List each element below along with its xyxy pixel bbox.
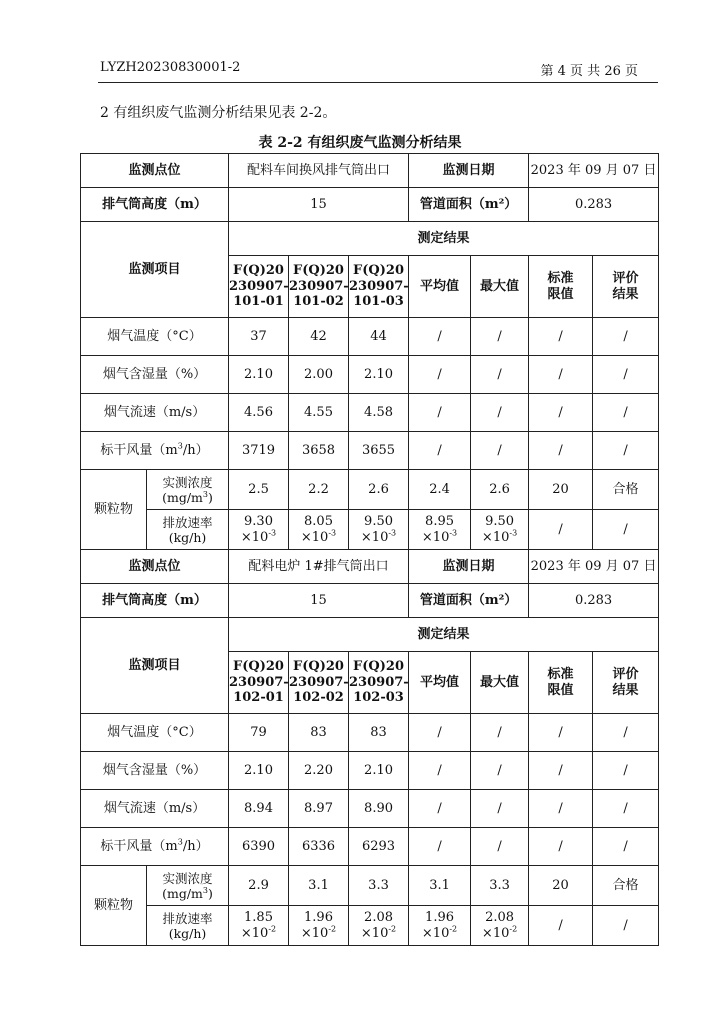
data-cell: 合格 [593,470,659,510]
data-cell: 83 [349,714,409,752]
rate-mantissa: 9.50 [364,513,393,529]
rate-exponent: $\times 10^{-2}$ [421,924,458,941]
concentration-label-line: 实测浓度 [162,870,213,886]
result-label: 测定结果 [229,618,659,652]
standard-header-line: 限值 [547,682,574,698]
sample-id-line: F(Q)20 [353,659,404,675]
sample-id-line: 102-03 [353,690,404,706]
result-header-row [81,618,659,652]
item-label: 监测项目 [81,618,229,714]
sample-id-line: F(Q)20 [233,659,284,675]
concentration-row [81,866,659,906]
sample-id-line: 230907- [229,674,289,690]
moisture-row [81,752,659,790]
rate-label-unit: (kg/h) [168,529,207,545]
data-cell: 4.56 [229,394,289,432]
data-cell: 37 [229,318,289,356]
data-cell: 6336 [289,828,349,866]
data-cell: 3.3 [349,866,409,906]
table-caption: 表 2-2 有组织废气监测分析结果 [258,135,462,151]
rate-exponent: $\times 10^{-2}$ [300,924,337,941]
data-cell: / [593,318,659,356]
rate-exponent-sup: -2 [449,924,458,934]
rate-exponent-sup: -2 [509,924,518,934]
rate-label-unit: (kg/h) [168,925,207,941]
data-cell: 4.55 [289,394,349,432]
data-cell: / [529,394,593,432]
avg-header: 平均值 [409,652,471,714]
rate-exponent: $\times 10^{-2}$ [360,924,397,941]
sample-id [289,256,349,318]
data-cell: / [593,714,659,752]
data-cell: / [409,432,471,470]
rate-exponent-sup: -3 [449,528,458,538]
standard-header [529,652,593,714]
data-cell: / [409,714,471,752]
point-label: 监测点位 [81,550,229,584]
date-label: 监测日期 [409,154,529,188]
data-cell: / [409,752,471,790]
rate-cell [409,510,471,550]
rate-mantissa: 9.50 [485,513,515,529]
velocity-row [81,790,659,828]
data-cell: 2.4 [409,470,471,510]
header-divider [98,82,658,83]
sample-id-line: F(Q)20 [233,263,284,279]
rate-exponent: $\times 10^{-2}$ [240,924,277,941]
page-indicator: 第 4 页 共 26 页 [540,64,638,79]
result-label: 测定结果 [229,222,659,256]
data-cell: 2.00 [289,356,349,394]
unit-text: ) [208,885,213,901]
data-cell: / [471,790,529,828]
report-number: LYZH20230830001-2 [100,60,241,75]
data-cell: 2.6 [471,470,529,510]
evaluation-header [593,256,659,318]
data-cell: / [593,790,659,828]
data-cell: / [529,752,593,790]
rate-label [147,510,229,550]
area-value: 0.283 [529,584,659,618]
data-cell: 3655 [349,432,409,470]
evaluation-header-line: 评价 [612,666,639,682]
velocity-row-label: 烟气流速（m/s） [81,790,229,828]
sample-id-line: 101-03 [353,294,404,310]
temperature-row [81,714,659,752]
rate-exponent: $\times 10^{-3}$ [360,528,397,545]
intro-text: 2 有组织废气监测分析结果见表 2-2。 [100,105,337,121]
concentration-row [81,470,659,510]
data-cell: / [471,828,529,866]
temperature-row-label: 烟气温度（°C） [81,714,229,752]
unit-text: (mg/m [162,489,203,505]
unit-text: ) [208,489,213,505]
moisture-row-label: 烟气含湿量（%） [81,356,229,394]
particle-label: 颗粒物 [81,866,147,946]
moisture-row [81,356,659,394]
rate-mantissa: 2.08 [485,909,515,925]
rate-cell [349,906,409,946]
evaluation-header-line: 结果 [612,682,639,698]
data-cell: / [409,394,471,432]
rate-exponent: $\times 10^{-3}$ [300,528,337,545]
rate-cell [471,906,529,946]
rate-mantissa: 9.30 [244,513,273,529]
sample-id-line: F(Q)20 [293,659,344,675]
flow-label-sup: 3 [177,441,183,451]
data-cell: 20 [529,866,593,906]
data-cell: / [471,432,529,470]
data-cell: / [593,432,659,470]
data-cell: 3.1 [409,866,471,906]
moisture-row-label: 烟气含湿量（%） [81,752,229,790]
date-label: 监测日期 [409,550,529,584]
velocity-row [81,394,659,432]
data-cell: / [593,510,659,550]
flow-label-unit: /h） [182,838,209,854]
data-cell: 20 [529,470,593,510]
data-cell: / [409,790,471,828]
flow-row [81,432,659,470]
avg-header: 平均值 [409,256,471,318]
flow-label [81,828,229,866]
data-cell: / [529,510,593,550]
rate-exponent-sup: -2 [268,924,277,934]
item-label: 监测项目 [81,222,229,318]
data-cell: 2.10 [349,752,409,790]
data-cell: 3658 [289,432,349,470]
height-value: 15 [229,584,409,618]
sample-id [289,652,349,714]
data-cell: 2.6 [349,470,409,510]
unit-sup: 3 [202,489,208,499]
data-cell: / [409,828,471,866]
data-cell: / [593,356,659,394]
flow-label-sup: 3 [177,837,183,847]
data-cell: 3.3 [471,866,529,906]
rate-label-line: 排放速率 [162,910,213,926]
data-cell: / [593,906,659,946]
rate-exponent-sup: -3 [268,528,277,538]
evaluation-header [593,652,659,714]
data-cell: / [593,828,659,866]
unit-sup: 3 [202,885,208,895]
rate-mantissa: 1.85 [244,909,273,925]
particle-label: 颗粒物 [81,470,147,550]
height-label: 排气筒高度（m） [81,188,229,222]
data-cell: / [471,752,529,790]
height-label: 排气筒高度（m） [81,584,229,618]
rate-exponent-sup: -2 [328,924,337,934]
data-cell: 6293 [349,828,409,866]
rate-exponent-sup: -3 [509,528,518,538]
area-label: 管道面积（m²） [409,584,529,618]
date-value: 2023 年 09 月 07 日 [529,550,659,584]
flow-label [81,432,229,470]
sample-id-line: 230907- [289,674,349,690]
data-cell: 6390 [229,828,289,866]
data-cell: / [471,318,529,356]
rate-exponent-sup: -3 [388,528,397,538]
max-header: 最大值 [471,256,529,318]
rate-cell [471,510,529,550]
temperature-row [81,318,659,356]
sample-id-line: 230907- [349,278,409,294]
rate-cell [229,510,289,550]
concentration-label [147,866,229,906]
standard-header-line: 限值 [547,286,574,302]
sample-id-line: F(Q)20 [353,263,404,279]
data-cell: 2.10 [229,752,289,790]
data-cell: 4.58 [349,394,409,432]
data-cell: / [471,356,529,394]
sample-id [349,652,409,714]
evaluation-header-line: 结果 [612,286,639,302]
temperature-row-label: 烟气温度（°C） [81,318,229,356]
data-cell: / [529,318,593,356]
data-cell: / [471,714,529,752]
data-cell: / [529,714,593,752]
rate-exponent-sup: -3 [328,528,337,538]
rate-cell [289,510,349,550]
rate-mantissa: 1.96 [425,909,454,925]
data-cell: 2.10 [229,356,289,394]
concentration-label [147,470,229,510]
data-cell: 8.90 [349,790,409,828]
standard-header [529,256,593,318]
rate-exponent: $\times 10^{-2}$ [481,924,518,941]
point-value: 配料车间换风排气筒出口 [229,154,409,188]
data-cell: / [471,394,529,432]
sample-id [229,256,289,318]
data-cell: 8.94 [229,790,289,828]
sample-id-line: F(Q)20 [293,263,344,279]
height-value: 15 [229,188,409,222]
rate-exponent: $\times 10^{-3}$ [240,528,277,545]
flow-label-unit: /h） [182,442,209,458]
rate-cell [409,906,471,946]
height-row [81,584,659,618]
data-cell: 2.10 [349,356,409,394]
data-cell: / [529,906,593,946]
data-cell: 2.2 [289,470,349,510]
standard-header-line: 标准 [547,270,574,286]
rate-exponent: $\times 10^{-3}$ [481,528,518,545]
data-cell: / [529,790,593,828]
data-cell: 2.9 [229,866,289,906]
point-row [81,154,659,188]
rate-mantissa: 8.05 [304,513,333,529]
data-cell: 2.20 [289,752,349,790]
rate-row [81,510,659,550]
concentration-label-unit [147,886,228,901]
point-row [81,550,659,584]
data-cell: / [409,318,471,356]
data-cell: 83 [289,714,349,752]
data-cell: 8.97 [289,790,349,828]
rate-row [81,906,659,946]
data-cell: 42 [289,318,349,356]
sample-id-line: 230907- [349,674,409,690]
rate-label-line: 排放速率 [162,514,213,530]
monitoring-results-table [80,153,659,946]
rate-cell [349,510,409,550]
sample-id-line: 230907- [289,278,349,294]
flow-label-text: 标干风量（m [100,838,178,854]
point-value: 配料电炉 1#排气筒出口 [229,550,409,584]
concentration-label-unit [147,490,228,505]
sample-id-line: 101-02 [293,294,344,310]
max-header: 最大值 [471,652,529,714]
sample-id-line: 230907- [229,278,289,294]
result-header-row [81,222,659,256]
data-cell: / [593,752,659,790]
data-cell: 2.5 [229,470,289,510]
data-cell: / [593,394,659,432]
data-cell: 3719 [229,432,289,470]
height-row [81,188,659,222]
data-cell: 合格 [593,866,659,906]
rate-cell [229,906,289,946]
sample-id [229,652,289,714]
velocity-row-label: 烟气流速（m/s） [81,394,229,432]
data-cell: / [529,432,593,470]
rate-mantissa: 1.96 [304,909,333,925]
data-cell: 3.1 [289,866,349,906]
sample-id [349,256,409,318]
data-cell: 79 [229,714,289,752]
flow-row [81,828,659,866]
data-cell: / [529,356,593,394]
area-label: 管道面积（m²） [409,188,529,222]
concentration-label-line: 实测浓度 [162,474,213,490]
rate-exponent: $\times 10^{-3}$ [421,528,458,545]
rate-mantissa: 2.08 [364,909,393,925]
sample-id-line: 102-01 [233,690,284,706]
unit-text: (mg/m [162,885,203,901]
rate-mantissa: 8.95 [425,513,454,529]
flow-label-text: 标干风量（m [100,442,178,458]
date-value: 2023 年 09 月 07 日 [529,154,659,188]
data-cell: / [409,356,471,394]
rate-cell [289,906,349,946]
point-label: 监测点位 [81,154,229,188]
rate-exponent-sup: -2 [388,924,397,934]
standard-header-line: 标准 [547,666,574,682]
evaluation-header-line: 评价 [612,270,639,286]
sample-id-line: 101-01 [233,294,284,310]
data-cell: / [529,828,593,866]
sample-id-line: 102-02 [293,690,344,706]
area-value: 0.283 [529,188,659,222]
rate-label [147,906,229,946]
data-cell: 44 [349,318,409,356]
